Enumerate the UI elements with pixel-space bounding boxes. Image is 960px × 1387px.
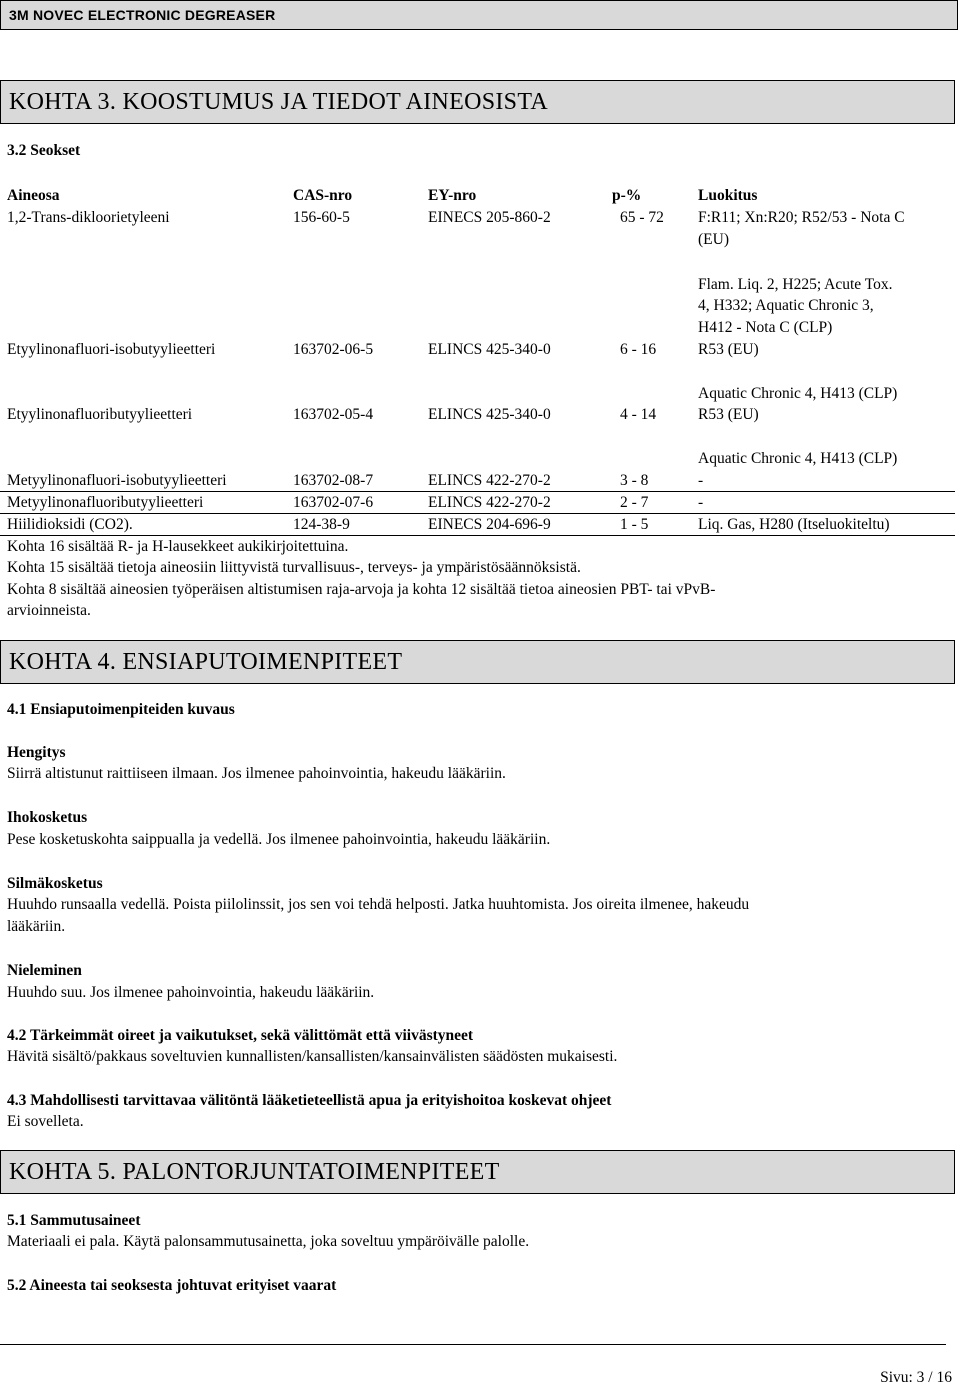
subsection-text: Hävitä sisältö/pakkaus soveltuvien kunnallisten/kansallisten/kansainvälisten säädösten mukaisesti. [7, 1048, 618, 1065]
table-cell-classification-clp: H412 - Nota C (CLP) [698, 319, 833, 336]
footer-rule [0, 1344, 946, 1345]
table-cell-name: Etyylinonafluori-isobutyylieetteri [7, 341, 216, 358]
section-4-heading-box [0, 640, 955, 684]
col-header-percent: p-% [612, 187, 642, 204]
table-cell-classification: R53 (EU) [698, 341, 759, 358]
table-cell-classification-clp: Aquatic Chronic 4, H413 (CLP) [698, 450, 898, 467]
table-cell-classification: - [698, 472, 704, 489]
table-cell-classification-clp: 4, H332; Aquatic Chronic 3, [698, 297, 874, 314]
subheading-5-1: 5.1 Sammutusaineet [7, 1212, 141, 1229]
table-cell-classification: - [698, 494, 704, 511]
subsection-text: Materiaali ei pala. Käytä palonsammutusainetta, joka soveltuu ympäröivälle palolle. [7, 1233, 530, 1250]
section-5-heading-box [0, 1150, 955, 1194]
table-cell-name: 1,2-Trans-dikloorietyleeni [7, 209, 170, 226]
table-cell-percent: 6 - 16 [620, 341, 657, 358]
table-cell-ec: ELINCS 425-340-0 [428, 341, 551, 358]
table-cell-classification: F:R11; Xn:R20; R52/53 - Nota C [698, 209, 905, 226]
section-3-heading-box [0, 80, 955, 124]
col-header-cas: CAS-nro [293, 187, 353, 204]
table-cell-percent: 4 - 14 [620, 406, 657, 423]
table-cell-name: Etyylinonafluoributyylieetteri [7, 406, 193, 423]
table-cell-ec: EINECS 204-696-9 [428, 516, 551, 533]
table-cell-name: Metyylinonafluori-isobutyylieetteri [7, 472, 227, 489]
table-cell-cas: 124-38-9 [293, 516, 350, 533]
subheading-4-2: 4.2 Tärkeimmät oireet ja vaikutukset, sekä välittömät että viivästyneet [7, 1027, 474, 1044]
table-row-divider [0, 535, 955, 536]
section-5-heading: KOHTA 5. PALONTORJUNTATOIMENPITEET [9, 1159, 500, 1185]
table-cell-ec: ELINCS 425-340-0 [428, 406, 551, 423]
table-cell-cas: 163702-06-5 [293, 341, 374, 358]
page-number: Sivu: 3 / 16 [880, 1369, 952, 1386]
note-line: Kohta 8 sisältää aineosien työperäisen altistumisen raja-arvoja ja kohta 12 sisältää tietoa aineosien PBT- tai vPvB- [7, 581, 716, 598]
item-title: Silmäkosketus [7, 875, 103, 892]
document-header [0, 0, 958, 30]
table-cell-classification-clp: Flam. Liq. 2, H225; Acute Tox. [698, 276, 893, 293]
subheading-4-3: 4.3 Mahdollisesti tarvittavaa välitöntä lääketieteellistä apua ja erityishoitoa koskevat ohjeet [7, 1092, 612, 1109]
table-cell-name: Metyylinonafluoributyylieetteri [7, 494, 204, 511]
table-cell-cas: 163702-08-7 [293, 472, 374, 489]
item-title: Nieleminen [7, 962, 82, 979]
item-text: Huuhdo suu. Jos ilmenee pahoinvointia, hakeudu lääkäriin. [7, 984, 375, 1001]
col-header-classification: Luokitus [698, 187, 758, 204]
table-cell-cas: 163702-05-4 [293, 406, 374, 423]
table-cell-percent: 3 - 8 [620, 472, 649, 489]
subheading-3-2: 3.2 Seokset [7, 142, 81, 159]
note-line: Kohta 15 sisältää tietoja aineosiin liittyvistä turvallisuus-, terveys- ja ympäristösäännöksistä. [7, 559, 581, 576]
item-text: Siirrä altistunut raittiiseen ilmaan. Jos ilmenee pahoinvointia, hakeudu lääkäriin. [7, 765, 506, 782]
table-cell-classification-clp: Aquatic Chronic 4, H413 (CLP) [698, 385, 898, 402]
table-cell-classification: Liq. Gas, H280 (Itseluokiteltu) [698, 516, 890, 533]
note-line: arvioinneista. [7, 602, 91, 619]
table-cell-percent: 2 - 7 [620, 494, 649, 511]
subheading-5-2: 5.2 Aineesta tai seoksesta johtuvat erityiset vaarat [7, 1277, 337, 1294]
table-cell-classification: R53 (EU) [698, 406, 759, 423]
item-title: Ihokosketus [7, 809, 88, 826]
note-line: Kohta 16 sisältää R- ja H-lausekkeet aukikirjoitettuina. [7, 538, 349, 555]
table-cell-ec: EINECS 205-860-2 [428, 209, 551, 226]
table-cell-ec: ELINCS 422-270-2 [428, 494, 551, 511]
item-text: lääkäriin. [7, 918, 66, 935]
table-cell-cas: 156-60-5 [293, 209, 350, 226]
table-row-divider [0, 491, 955, 492]
table-cell-name: Hiilidioksidi (CO2). [7, 516, 133, 533]
table-row-divider [0, 513, 955, 514]
item-title: Hengitys [7, 744, 66, 761]
item-text: Huuhdo runsaalla vedellä. Poista piilolinssit, jos sen voi tehdä helposti. Jatka huuhtomista. Jos oireita ilmenee, hakeudu [7, 896, 750, 913]
table-cell-percent: 65 - 72 [620, 209, 664, 226]
col-header-component: Aineosa [7, 187, 60, 204]
subheading-4-1: 4.1 Ensiaputoimenpiteiden kuvaus [7, 701, 235, 718]
item-text: Pese kosketuskohta saippualla ja vedellä. Jos ilmenee pahoinvointia, hakeudu lääkäriin. [7, 831, 551, 848]
table-cell-ec: ELINCS 422-270-2 [428, 472, 551, 489]
col-header-ec: EY-nro [428, 187, 477, 204]
subsection-text: Ei sovelleta. [7, 1113, 84, 1130]
product-title: 3M NOVEC ELECTRONIC DEGREASER [9, 7, 276, 23]
table-cell-cas: 163702-07-6 [293, 494, 374, 511]
table-cell-percent: 1 - 5 [620, 516, 649, 533]
section-4-heading: KOHTA 4. ENSIAPUTOIMENPITEET [9, 649, 403, 675]
table-cell-classification: (EU) [698, 231, 729, 248]
section-3-heading: KOHTA 3. KOOSTUMUS JA TIEDOT AINEOSISTA [9, 89, 548, 115]
